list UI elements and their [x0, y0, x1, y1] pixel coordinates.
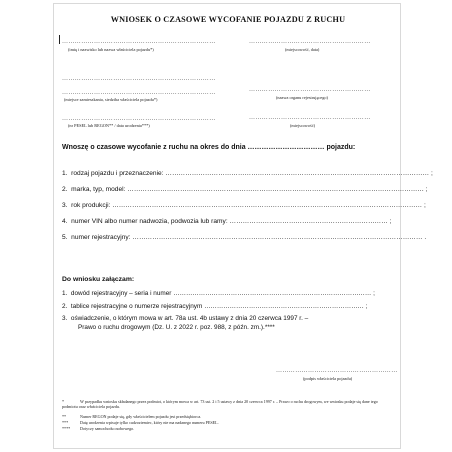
authority-name-label: (nazwa organu rejestrującego)	[276, 95, 328, 100]
footnote-text: Dotyczy samochodu osobowego.	[80, 426, 135, 431]
footnote	[62, 420, 394, 425]
vehicle-item-number: 5.	[62, 234, 68, 241]
vehicle-item-number: 2.	[62, 186, 68, 193]
footnote-text: W przypadku wniosku składanego przez podmiot, o którym mowa w art. 73 ust. 2 i 5 ustawy z dnia 20 czerwca 1997 r. – Prawo o ruchu drogowym, we wniosku podaje się dane tego podmiotu oraz właściciela pojazdu.	[62, 399, 378, 409]
form-sheet	[53, 3, 433, 449]
vehicle-item[interactable]	[62, 218, 391, 226]
footnote	[62, 414, 394, 419]
vehicle-item-text: marka, typ, model: ……………………………………………………………………………………………………………………… ;	[71, 186, 428, 193]
authority-city-label: (miejscowość)	[290, 123, 316, 128]
attachment-item-continued	[78, 324, 275, 332]
pesel-field[interactable]: ………………………………………………………………	[62, 116, 216, 122]
vehicle-item[interactable]	[62, 186, 428, 194]
vehicle-item[interactable]	[62, 202, 426, 210]
attachment-number: 2.	[62, 303, 68, 310]
signature-label: (podpis właściciela pojazdu)	[303, 376, 353, 381]
footnote-mark: ***	[62, 420, 69, 425]
footnote-mark: **	[62, 414, 67, 419]
vehicle-item[interactable]	[62, 234, 426, 242]
place-date-field[interactable]: …………………………………………………	[249, 39, 371, 45]
vehicle-item-text: rodzaj pojazdu i przeznaczenie: ………………………………………………………………………………………………………… ;	[71, 170, 433, 177]
address-field-1[interactable]: ………………………………………………………………	[62, 76, 216, 82]
attachment-number: 1.	[62, 290, 68, 297]
vehicle-item-text: rok produkcji: …………………………………………………………………………………………………………………………… ;	[71, 202, 426, 209]
text-cursor	[59, 35, 60, 44]
owner-name-field[interactable]: ………………………………………………………………	[62, 39, 216, 45]
footnote	[62, 399, 394, 409]
attachment-text: Prawo o ruchu drogowym (Dz. U. z 2022 r. poz. 988, z późn. zm.).****	[78, 324, 275, 331]
request-heading: Wnoszę o czasowe wycofanie z ruchu na okres do dnia …………………………… pojazdu:	[62, 144, 356, 151]
address-label: (miejsce zamieszkania, siedziba właściciela pojazdu*)	[64, 97, 158, 102]
attachment-item[interactable]	[62, 303, 367, 311]
authority-city-field[interactable]: …………………………………………………	[249, 115, 371, 121]
footnote-text: Datę urodzenia wpisuje tylko cudzoziemiec, który nie ma nadanego numeru PESEL.	[80, 420, 219, 425]
form-title: WNIOSEK O CZASOWE WYCOFANIE POJAZDU Z RUCHU	[110, 15, 346, 24]
signature-field[interactable]: …………………………………………………	[276, 368, 398, 374]
footnote-mark: ****	[62, 426, 71, 431]
vehicle-item-text: numer rejestracyjny: …………………………………………………………………………………………………………………… .	[71, 234, 427, 241]
attachment-item[interactable]	[62, 290, 375, 298]
footnote-text: Numer REGON podaje się, gdy właścicielem pojazdu jest przedsiębiorca.	[80, 414, 202, 419]
attachment-item	[62, 315, 308, 323]
attachment-text: dowód rejestracyjny – seria i numer ………………………………………………………………………………… ;	[70, 290, 375, 297]
attachment-text: oświadczenie, o którym mowa w art. 78a ust. 4b ustawy z dnia 20 czerwca 1997 r. –	[70, 315, 309, 322]
vehicle-item[interactable]	[62, 170, 433, 178]
footnote-mark: *	[62, 399, 65, 404]
vehicle-item-number: 1.	[62, 170, 68, 177]
address-field-2[interactable]: ………………………………………………………………	[62, 90, 216, 96]
attachment-number: 3.	[62, 315, 68, 322]
vehicle-item-text: numer VIN albo numer nadwozia, podwozia lub ramy: ……………………………………………………………… ;	[71, 218, 392, 225]
pesel-label: (nr PESEL lub REGON** / data urodzenia***)	[68, 123, 150, 128]
attachment-text: tablice rejestracyjne o numerze rejestracyjnym ………………………………………………………………… ;	[70, 303, 368, 310]
authority-name-field[interactable]: …………………………………………………	[249, 87, 371, 93]
place-date-label: (miejscowość, data)	[285, 47, 320, 52]
vehicle-item-number: 3.	[62, 202, 68, 209]
vehicle-item-number: 4.	[62, 218, 68, 225]
attachments-heading: Do wniosku załączam:	[62, 276, 135, 283]
footnote	[62, 426, 394, 431]
owner-name-label: (imię i nazwisko lub nazwa właściciela pojazdu*)	[68, 47, 154, 52]
